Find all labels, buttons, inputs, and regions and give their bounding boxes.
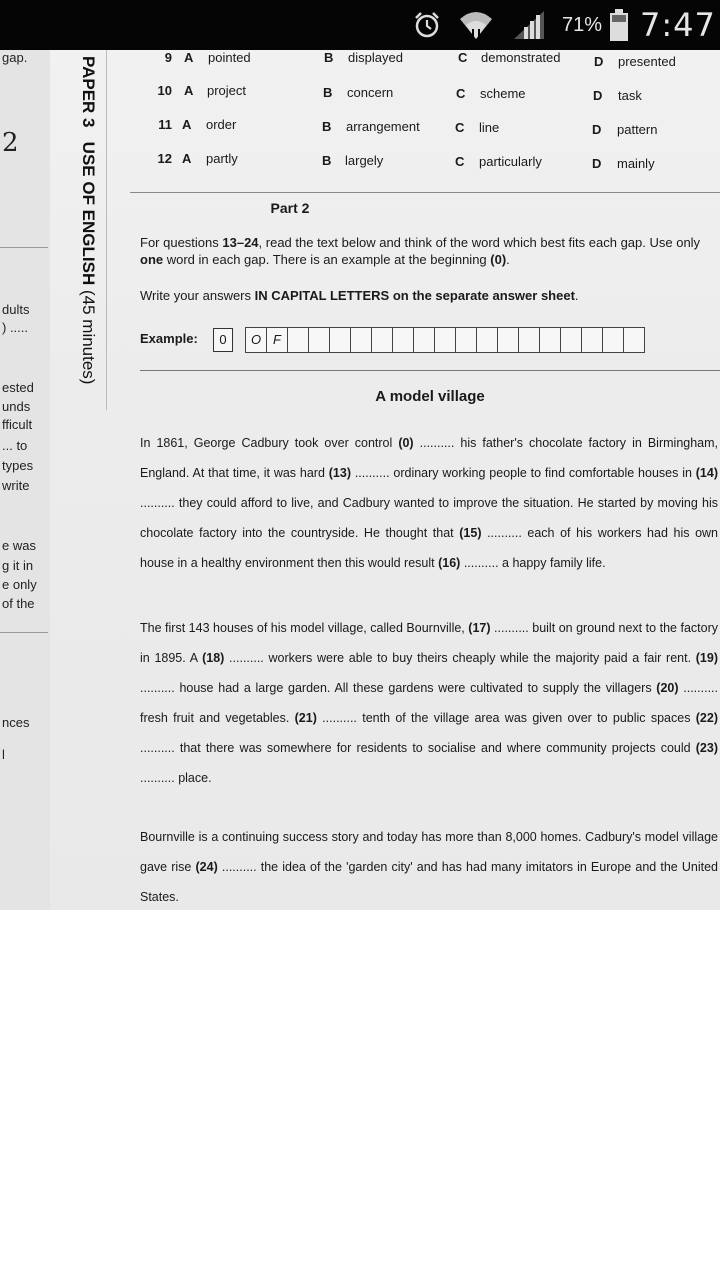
option-letter: A — [184, 83, 194, 98]
paragraph-text: Bournville is a continuing success story and today has more than 8,000 homes. Cadbury's model village gave rise — [140, 830, 718, 874]
paragraph-text: .......... place. — [140, 771, 212, 785]
article-paragraph-2 — [140, 613, 718, 793]
left-fragment: unds — [2, 399, 31, 414]
instructions: For questions 13–24, read the text below and think of the word which best fits each gap. Use only one word in each gap. There is an example at the beginning (0). — [140, 235, 701, 267]
example-answer-box — [539, 327, 561, 353]
left-fragment: fficult — [2, 417, 33, 432]
gap-number: (21) — [294, 711, 317, 725]
question-number: 11 — [158, 117, 172, 132]
option-letter: D — [593, 88, 603, 103]
wifi-icon — [458, 0, 498, 50]
paragraph-text: .......... ordinary working people to find comfortable houses in — [350, 466, 696, 480]
gap-number: (17) — [468, 621, 491, 635]
exam-page — [0, 50, 720, 910]
gap-number: (16) — [438, 556, 461, 570]
gap-number: (18) — [202, 651, 225, 665]
example-answer-box — [350, 327, 372, 353]
left-fragment: g it in — [2, 558, 34, 573]
paragraph-text: .......... workers were able to buy theirs cheaply while the majority paid a fair rent. — [224, 651, 696, 665]
gap-number: (19) — [695, 651, 718, 665]
paragraph-text: In 1861, George Cadbury took over control — [140, 436, 399, 450]
option-c: demonstrated — [481, 50, 561, 65]
left-fragment: gap. — [2, 50, 28, 65]
example-answer-box — [602, 327, 624, 353]
paragraph-text: .......... fresh fruit and vegetables. — [140, 681, 718, 725]
gap-number: (20) — [656, 681, 679, 695]
gap-number: (22) — [695, 711, 718, 725]
clock-time: 7:47 — [640, 6, 716, 44]
option-d: task — [618, 88, 642, 103]
part-title: Part 2 — [270, 200, 310, 216]
paragraph-text: .......... his father's chocolate factory in Birmingham, England. At that time, it was hard — [140, 436, 719, 480]
gap-number: (0) — [398, 436, 414, 450]
example-answer-box: O — [245, 327, 267, 353]
article-paragraph-3 — [140, 822, 718, 910]
example-answer-box — [476, 327, 498, 353]
example-answer-box — [308, 327, 330, 353]
example-answer-boxes — [246, 327, 645, 353]
table-divider — [130, 192, 720, 193]
answer-instructions: Write your answers IN CAPITAL LETTERS on the separate answer sheet. — [140, 288, 579, 303]
option-letter: D — [592, 156, 602, 171]
paper-header — [78, 56, 98, 384]
article-title: A model village — [375, 388, 485, 405]
option-c: line — [479, 120, 500, 135]
option-d: pattern — [617, 122, 658, 137]
option-letter: C — [455, 120, 465, 135]
option-letter: A — [184, 50, 194, 65]
adjacent-page-fragment — [0, 50, 50, 910]
alarm-icon — [412, 0, 448, 50]
option-row — [130, 50, 720, 80]
option-letter: C — [455, 154, 465, 169]
option-letter: C — [456, 86, 466, 101]
left-fragment: e was — [2, 538, 36, 553]
example-answer-box — [287, 327, 309, 353]
option-letter: B — [324, 50, 334, 65]
example-answer-box — [455, 327, 477, 353]
left-fragment: ested — [2, 380, 34, 395]
article-paragraph-1 — [140, 428, 718, 578]
example-number-box: 0 — [213, 328, 233, 352]
left-fragment: write — [2, 478, 30, 493]
example-answer-box — [518, 327, 540, 353]
paragraph-text: .......... they could afford to live, and Cadbury wanted to improve the situation. He started by moving his chocolate factory into the countryside. He thought that — [140, 496, 718, 540]
paper-duration: (45 minutes) — [79, 289, 98, 385]
option-a: pointed — [208, 50, 251, 65]
left-fragment: ... to — [2, 438, 28, 453]
left-fragment: l — [2, 747, 5, 762]
left-fragment: e only — [2, 577, 37, 592]
option-b: displayed — [348, 50, 403, 65]
option-letter: B — [322, 153, 332, 168]
example-label: Example: — [140, 331, 198, 346]
question-number: 10 — [157, 83, 172, 98]
battery-percent: 71% — [562, 13, 603, 36]
option-letter: D — [594, 54, 604, 69]
gap-number: (24) — [195, 860, 218, 874]
paragraph-text: .......... tenth of the village area was given over to public spaces — [316, 711, 696, 725]
option-a: order — [206, 117, 237, 132]
gap-number: (15) — [459, 526, 482, 540]
paper-section: USE OF ENGLISH — [79, 141, 98, 286]
signal-icon — [512, 0, 552, 50]
option-letter: C — [458, 50, 468, 65]
left-fragment: ) ..... — [2, 320, 28, 335]
battery-icon — [608, 0, 634, 50]
paragraph-text: .......... each of his workers had his own house in a healthy environment then this would result — [140, 526, 719, 570]
option-b: concern — [347, 85, 394, 100]
paragraph-text: .......... house had a large garden. All these gardens were cultivated to supply the villagers — [140, 681, 657, 695]
paragraph-text: .......... that there was somewhere for residents to socialise and where community projects could — [140, 741, 696, 755]
option-letter: D — [592, 122, 602, 137]
gap-number: (13) — [328, 466, 351, 480]
question-number: 9 — [164, 50, 172, 65]
option-letter: A — [182, 117, 192, 132]
example-answer-box — [623, 327, 645, 353]
section-divider — [140, 370, 720, 371]
example-answer-box — [413, 327, 435, 353]
option-b: arrangement — [346, 119, 420, 134]
option-a: project — [207, 83, 247, 98]
example-answer-box — [392, 327, 414, 353]
option-c: particularly — [479, 154, 542, 169]
paragraph-text: .......... a happy family life. — [460, 556, 606, 570]
blank-area — [0, 910, 720, 1280]
left-fragment: types — [2, 458, 34, 473]
example-answer-box — [560, 327, 582, 353]
gap-number: (14) — [695, 466, 718, 480]
option-b: largely — [345, 153, 384, 168]
example-answer-box — [371, 327, 393, 353]
question-number: 12 — [157, 151, 172, 166]
example-answer-box: F — [266, 327, 288, 353]
left-fragment: dults — [2, 302, 30, 317]
option-letter: A — [182, 151, 192, 166]
paper-number: PAPER 3 — [79, 56, 98, 128]
option-letter: B — [322, 119, 332, 134]
example-answer-box — [434, 327, 456, 353]
option-c: scheme — [480, 86, 526, 101]
example-answer-box — [581, 327, 603, 353]
option-row — [130, 83, 720, 113]
option-row — [130, 117, 720, 147]
left-fragment: nces — [2, 715, 30, 730]
option-d: presented — [618, 54, 676, 69]
paragraph-text: The first 143 houses of his model village, called Bournville, — [140, 621, 469, 635]
example-answer-box — [329, 327, 351, 353]
option-row — [130, 151, 720, 181]
option-a: partly — [206, 151, 238, 166]
paragraph-text: .......... the idea of the 'garden city' and has had many imitators in Europe and the United States. — [140, 860, 718, 904]
status-bar — [0, 0, 720, 50]
left-fragment: 2 — [2, 128, 19, 158]
option-d: mainly — [617, 156, 655, 171]
left-fragment: of the — [2, 596, 35, 611]
example-answer-box — [497, 327, 519, 353]
gap-number: (23) — [695, 741, 718, 755]
option-letter: B — [323, 85, 333, 100]
paragraph-text: .......... built on ground next to the factory in 1895. A — [140, 621, 718, 665]
